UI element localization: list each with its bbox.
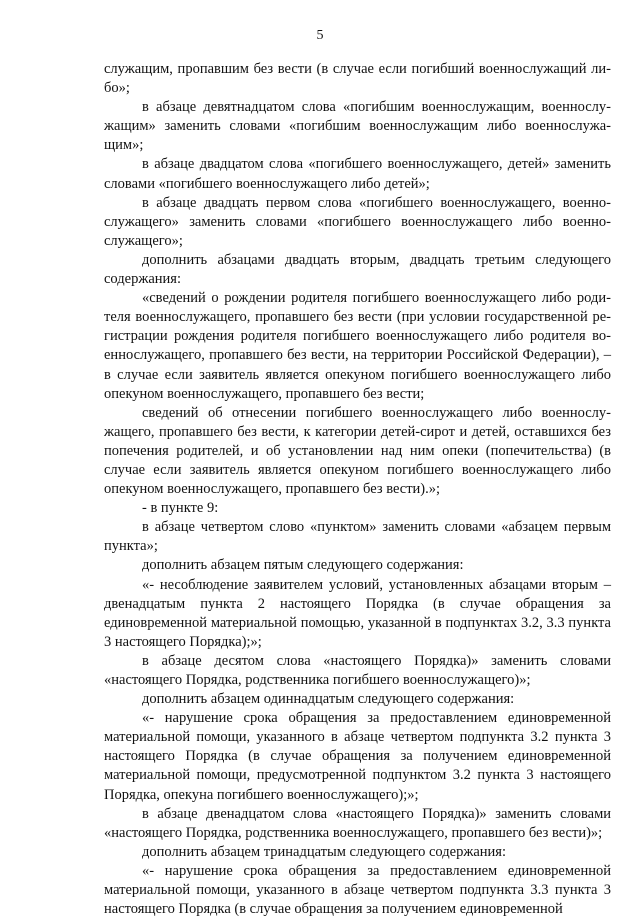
document-body bbox=[104, 60, 611, 919]
paragraph: сведений об отнесении погибшего военнослужащего либо военнослужащего, пропавшего без вести, к категории детей-сирот и детей, оставшихся без попечения родителей, и об установлении над ним опеки (попечительства) (в случае если заявитель является опекуном погибшего военнослужащего либо опекуном военнослужащего, пропавшего без вести).»; bbox=[104, 404, 611, 498]
paragraph: дополнить абзацем тринадцатым следующего содержания: bbox=[142, 843, 506, 860]
paragraph: дополнить абзацами двадцать вторым, двадцать третьим следующего содержания: bbox=[104, 251, 611, 288]
paragraph: «- несоблюдение заявителем условий, установленных абзацами вторым – двенадцатым пункта 2 настоящего Порядка (в случае обращения за единовременной материальной помощью, указанной в подпунктах 3.2, 3.3 пункта 3 настоящего Порядка);»; bbox=[104, 576, 611, 650]
paragraph: в абзаце четвертом слово «пунктом» заменить словами «абзацем первым пункта»; bbox=[104, 519, 611, 555]
paragraph: «- нарушение срока обращения за предоставлением единовременной материальной помощи, указанного в абзаце четвертом подпункта 3.2 пункта 3 настоящего Порядка (в случае обращения за получением единовременной материальной помощи, предусмотренной подпунктом 3.2 пункта 3 настоящего Порядка, опекуна погибшего военнослужащего);»; bbox=[104, 710, 611, 803]
paragraph: - в пункте 9: bbox=[142, 500, 219, 517]
paragraph: в абзаце двадцать первом слова «погибшего военнослужащего, военнослужащего» заменить словами «погибшего военнослужащего либо военнослужащего»; bbox=[104, 194, 611, 249]
paragraph: дополнить абзацем одиннадцатым следующего содержания: bbox=[142, 691, 515, 708]
page-number: 5 bbox=[316, 28, 324, 43]
paragraph: в абзаце десятом слова «настоящего Порядка)» заменить словами «настоящего Порядка, родственника погибшего военнослужащего)»; bbox=[104, 652, 611, 688]
paragraph: в абзаце девятнадцатом слова «погибшим военнослужащим, военнослужащим» заменить словами «погибшим военнослужащим либо военнослужащим»; bbox=[104, 99, 611, 154]
paragraph: «- нарушение срока обращения за предоставлением единовременной материальной помощи, указанного в абзаце четвертом подпункта 3.3 пункта 3 настоящего Порядка (в случае обращения за получением единовременной bbox=[104, 862, 611, 918]
paragraph: «сведений о рождении родителя погибшего военнослужащего либо родителя военнослужащего, пропавшего без вести (при условии государственной регистрации рождения родителя погибшего военнослужащего либо родителя военнослужащего, пропавшего без вести, на территории Российской Федерации), – в случае если заявитель является опекуном погибшего военнослужащего либо опекуном военнослужащего, пропавшего без вести; bbox=[104, 290, 611, 402]
paragraph: в абзаце двадцатом слова «погибшего военнослужащего, детей» заменить словами «погибшего военнослужащего либо детей»; bbox=[104, 156, 611, 192]
paragraph: дополнить абзацем пятым следующего содержания: bbox=[142, 557, 464, 574]
paragraph: в абзаце двенадцатом слова «настоящего Порядка)» заменить словами «настоящего Порядка, родственника военнослужащего, пропавшего без вести)»; bbox=[104, 805, 611, 841]
paragraph-continuation: служащим, пропавшим без вести (в случае если погибший военнослужащий либо»; bbox=[104, 61, 611, 97]
